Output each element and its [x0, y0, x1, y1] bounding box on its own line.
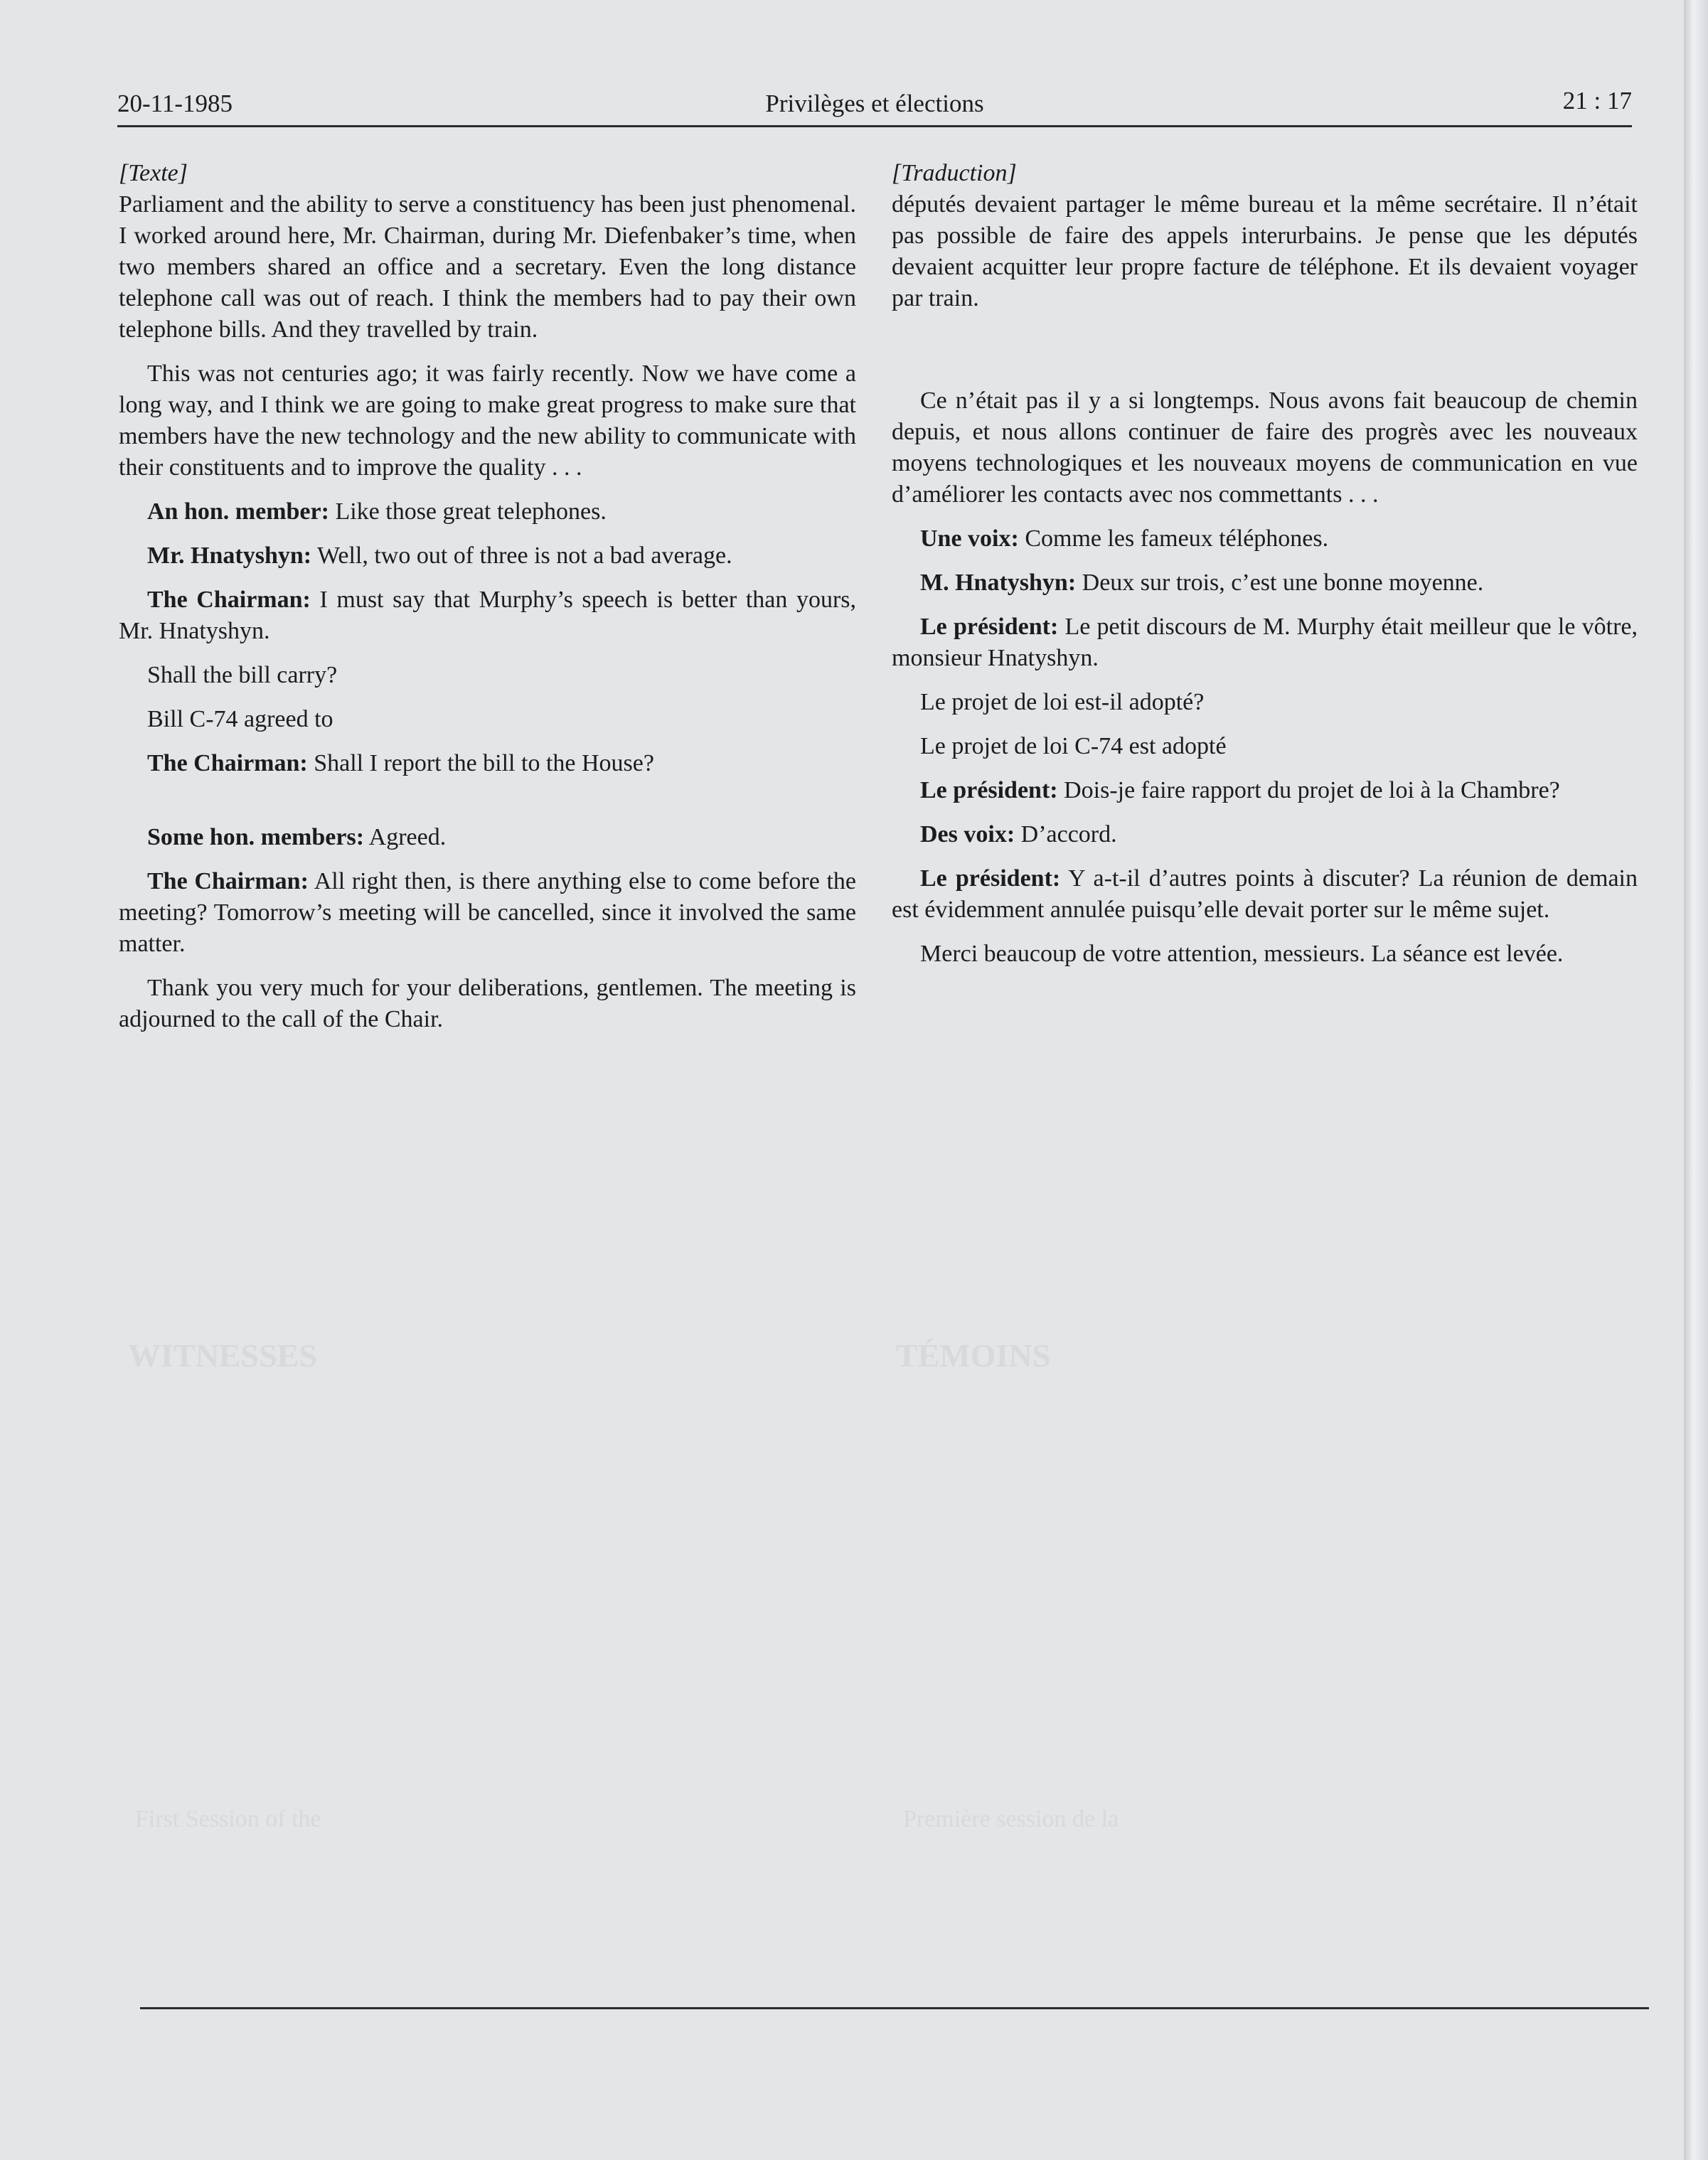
footer-rule	[140, 2007, 1649, 2009]
speaker-name: Mr. Hnatyshyn:	[147, 542, 312, 569]
speaker-name: An hon. member:	[147, 498, 329, 525]
speech: Mr. Hnatyshyn: Well, two out of three is not a bad average.	[147, 542, 732, 569]
show-through: Première session de la	[903, 1806, 1119, 1832]
speaker-name: Some hon. members:	[147, 824, 365, 850]
paragraph: This was not centuries ago; it was fairly recently. Now we have come a long way, and I think we are going to make great progress to make sure that members have the new technology and the new ability to communicate with their constituents and to improve the quality . . .	[119, 360, 856, 481]
show-through: TÉMOINS	[896, 1337, 1051, 1374]
speaker-name: Le président:	[920, 614, 1059, 640]
speech: The Chairman: All right then, is there anything else to come before the meeting? Tomorrow’s meeting will be cancelled, since it involved the same matter.	[119, 868, 856, 957]
show-through: WITNESSES	[128, 1337, 317, 1374]
paragraph: députés devaient partager le même bureau et la même secrétaire. Il n’était pas possible de faire des appels interurbains. Je pense que les députés devaient acquitter leur propre facture de téléphone. Et ils devaient voyager par train.	[892, 191, 1638, 311]
speech: Le président: Y a-t-il d’autres points à discuter? La réunion de demain est évidemment annulée puisqu’elle devait porter sur le même sujet.	[892, 865, 1638, 923]
french-column	[892, 158, 1638, 970]
speech: The Chairman: I must say that Murphy’s speech is better than yours, Mr. Hnatyshyn.	[119, 587, 857, 644]
paragraph: Bill C-74 agreed to	[147, 706, 333, 732]
speech: An hon. member: Like those great telephones.	[147, 498, 607, 525]
speech: Le président: Le petit discours de M. Murphy était meilleur que le vôtre, monsieur Hnatyshyn.	[892, 614, 1638, 671]
speaker-name: Des voix:	[920, 821, 1015, 848]
paragraph: Parliament and the ability to serve a constituency has been just phenomenal. I worked around here, Mr. Chairman, during Mr. Diefenbaker’s time, when two members shared an office and a secretary. Even the long distance telephone call was out of reach. I think the members had to pay their own telephone bills. And they travelled by train.	[119, 191, 856, 343]
header-date: 20-11-1985	[117, 90, 233, 117]
paragraph: Le projet de loi C-74 est adopté	[920, 733, 1227, 759]
speech: The Chairman: Shall I report the bill to the House?	[147, 750, 654, 776]
english-column	[119, 158, 856, 1035]
speech: Le président: Dois-je faire rapport du projet de loi à la Chambre?	[920, 777, 1560, 803]
speaker-name: Le président:	[920, 865, 1061, 892]
speech: Some hon. members: Agreed.	[147, 824, 447, 850]
page-edge	[1684, 0, 1708, 2160]
show-through: First Session of the	[135, 1806, 321, 1832]
section-label: [Texte]	[119, 160, 188, 186]
speech: M. Hnatyshyn: Deux sur trois, c’est une bonne moyenne.	[920, 570, 1484, 596]
header-title: Privilèges et élections	[765, 90, 984, 117]
page-number: 21 : 17	[1562, 87, 1632, 114]
speaker-name: The Chairman:	[147, 868, 309, 894]
speech: Une voix: Comme les fameux téléphones.	[920, 525, 1329, 552]
paragraph: Shall the bill carry?	[147, 662, 338, 688]
speaker-name: Une voix:	[920, 525, 1019, 552]
paragraph: Thank you very much for your deliberations, gentlemen. The meeting is adjourned to the call of the Chair.	[119, 975, 856, 1032]
speaker-name: The Chairman:	[147, 587, 311, 613]
section-label: [Traduction]	[892, 160, 1017, 186]
speaker-name: The Chairman:	[147, 750, 308, 776]
speech: Des voix: D’accord.	[920, 821, 1117, 848]
speaker-name: Le président:	[920, 777, 1058, 803]
paragraph: Ce n’était pas il y a si longtemps. Nous avons fait beaucoup de chemin depuis, et nous allons continuer de faire des progrès avec les nouveaux moyens technologiques et les nouveaux moyens de communication en vue d’améliorer les contacts avec nos commettants . . .	[892, 387, 1638, 508]
page-header	[117, 80, 1632, 127]
speaker-name: M. Hnatyshyn:	[920, 570, 1077, 596]
paragraph: Merci beaucoup de votre attention, messieurs. La séance est levée.	[920, 941, 1564, 967]
paragraph: Le projet de loi est-il adopté?	[920, 689, 1205, 715]
